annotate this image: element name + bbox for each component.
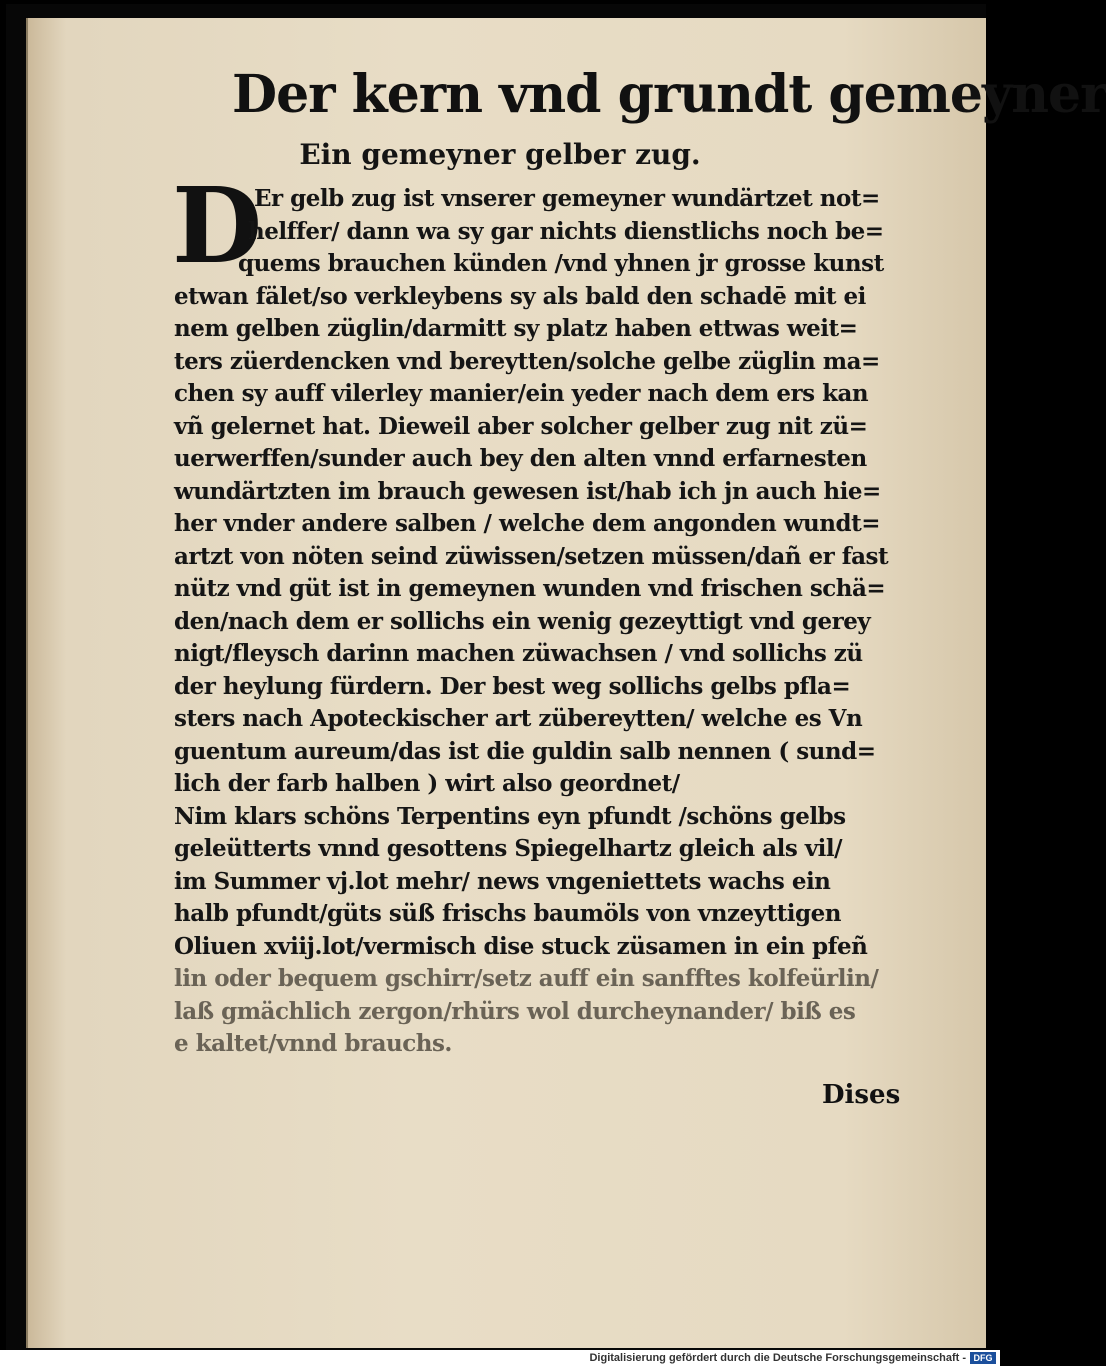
text-line: lin oder bequem gschirr/setz auff ein sanfftes kolfeürlin/ [174,965,879,992]
text-line: chen sy auff vilerley manier/ein yeder nach dem ers kan [174,380,869,407]
text-line: nem gelben züglin/darmitt sy platz haben ettwas weit= [174,315,858,342]
text-line: lich der farb halben ) wirt also geordnet/ [174,770,680,797]
text-line: nigt/fleysch darinn machen züwachsen / vnd sollichs zü [174,640,863,667]
text-line: nütz vnd güt ist in gemeynen wunden vnd frischen schä= [174,575,886,602]
text-line: uerwerffen/sunder auch bey den alten vnnd erfarnesten [174,445,867,472]
text-line: Er gelb zug ist vnserer gemeyner wundärtzet not= [254,185,880,212]
text-line: der heylung fürdern. Der best weg sollichs gelbs pfla= [174,672,851,700]
text-line: sters nach Apoteckischer art zübereytten/ welche es Vn [174,705,863,732]
initial-capital: D [172,164,263,287]
text-line: halb pfundt/güts süß frischs baumöls von vnzeyttigen [174,900,841,927]
text-line: im Summer vj.lot mehr/ news vngeniettets wachs ein [174,867,831,895]
text-line: etwan fälet/so verkleybens sy als bald den schadē mit ei [174,282,866,310]
text-line: quems brauchen künden /vnd yhnen jr grosse kunst [238,250,884,277]
footer-credit: Digitalisierung gefördert durch die Deutsche Forschungsgemeinschaft - [589,1352,966,1364]
text-line: her vnder andere salben / welche dem angonden wundt= [174,510,880,537]
text-line: Oliuen xviij.lot/vermisch dise stuck züsamen in ein pfeñ [174,932,868,960]
running-head: Der kern vnd grundt gemeyner [232,64,1106,125]
text-line: ters züerdencken vnd bereytten/solche gelbe züglin ma= [174,347,880,375]
text-line: geleütterts vnnd gesottens Spiegelhartz gleich als vil/ [174,835,843,862]
text-line: Nim klars schöns Terpentins eyn pfundt /schöns gelbs [174,802,846,830]
text-line: helffer/ dann wa sy gar nichts dienstlichs noch be= [248,217,884,245]
text-line: e kaltet/vnnd brauchs. [174,1030,452,1057]
text-line: vñ gelernet hat. Dieweil aber solcher gelber zug nit zü= [174,412,868,440]
text-line: den/nach dem er sollichs ein wenig gezeyttigt vnd gerey [174,607,871,635]
text-line: guentum aureum/das ist die guldin salb nennen ( sund= [174,737,876,765]
text-line: laß gmächlich zergon/rhürs wol durcheynander/ biß es [174,997,856,1025]
catchword: Dises [822,1080,901,1110]
footer-bar [0,1350,1000,1366]
text-line: wundärtzten im brauch gewesen ist/hab ich jn auch hie= [174,477,881,505]
section-heading: Ein gemeyner gelber zug. [299,138,701,171]
text-line: artzt von nöten seind züwissen/setzen müssen/dañ er fast [174,542,889,570]
dfg-logo: DFG [970,1352,996,1364]
